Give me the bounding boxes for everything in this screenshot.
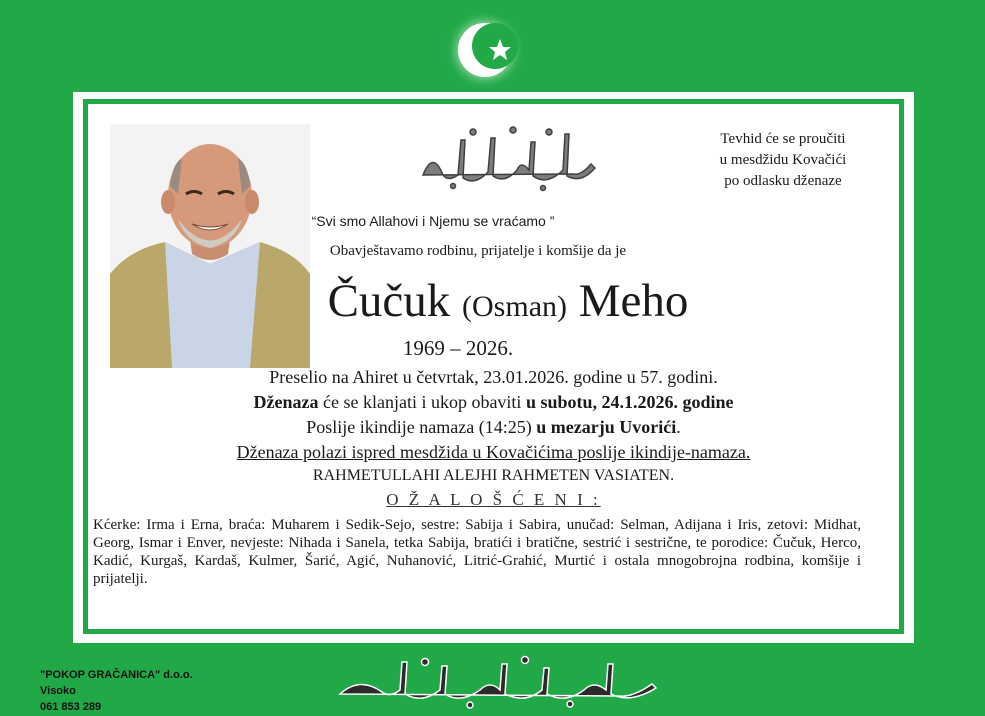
janaza-date: u subotu, 24.1.2026. godine — [525, 392, 734, 412]
mourners-heading: O Ž A L O Š Ć E N I : — [386, 490, 601, 509]
funeral-company-info — [40, 667, 193, 715]
rahmet-line: RAHMETULLAHI ALEJHI RAHMETEN VASIATEN. — [312, 467, 675, 484]
tevhid-line: u mesdžidu Kovačići — [719, 152, 847, 168]
company-city: Visoko — [40, 685, 76, 697]
company-phone: 061 853 289 — [40, 701, 102, 713]
obituary-frame — [83, 99, 904, 634]
intro-text: Obavještavamo rodbinu, prijatelje i komšije da je — [329, 243, 627, 259]
passed-away-line: Preselio na Ahiret u četvrtak, 23.01.2026. godine u 57. godini. — [269, 367, 718, 387]
arabic-calligraphy-header — [413, 120, 603, 192]
janaza-text: će se klanjati i ukop obaviti — [318, 392, 526, 412]
tevhid-info — [683, 129, 883, 192]
tevhid-line: po odlasku dženaze — [724, 173, 842, 189]
arabic-calligraphy-footer — [330, 650, 670, 710]
cemetery-name: u mezarju Uvorići — [536, 417, 677, 437]
janaza-label: Dženaza — [253, 392, 319, 412]
given-name: Meho — [578, 275, 689, 327]
prayer-period: . — [676, 417, 681, 437]
prayer-line — [88, 416, 899, 438]
prayer-time: Poslije ikindije namaza (14:25) — [306, 417, 537, 437]
quran-quote: “Svi smo Allahovi i Njemu se vraćamo ” — [311, 213, 555, 229]
life-years: 1969 – 2026. — [402, 336, 514, 360]
obituary-card — [73, 92, 914, 643]
company-name: "POKOP GRAČANICA" d.o.o. — [40, 669, 193, 681]
mourners-list: Kćerke: Irma i Erna, braća: Muharem i Sedik-Sejo, sestre: Sabija i Sabira, unučad: Selman, Adijana i Iris, zetovi: Midhat, Georg, Ismar i Enver, nevjeste: Nihada i Sanela, tetka Sabija, bratići i bratične, sestrić i sestrične, te porodice: Čučuk, Herco, Kadić, Kurgaš, Kardaš, Kulmer, Šarić, Agić, Nuhanović, Litrić-Grahić, Murtić i ostala mnogobrojna rodbina, komšije i prijatelji. — [93, 517, 861, 587]
surname: Čučuk — [327, 275, 451, 327]
deceased-name — [273, 274, 743, 334]
crescent-and-star-icon — [445, 10, 525, 90]
departure-line: Dženaza polazi ispred mesdžida u Kovačićima poslije ikindije-namaza. — [236, 442, 751, 462]
father-name: (Osman) — [462, 290, 568, 323]
tevhid-line: Tevhid će se proučiti — [720, 131, 846, 147]
janaza-line — [88, 391, 899, 413]
